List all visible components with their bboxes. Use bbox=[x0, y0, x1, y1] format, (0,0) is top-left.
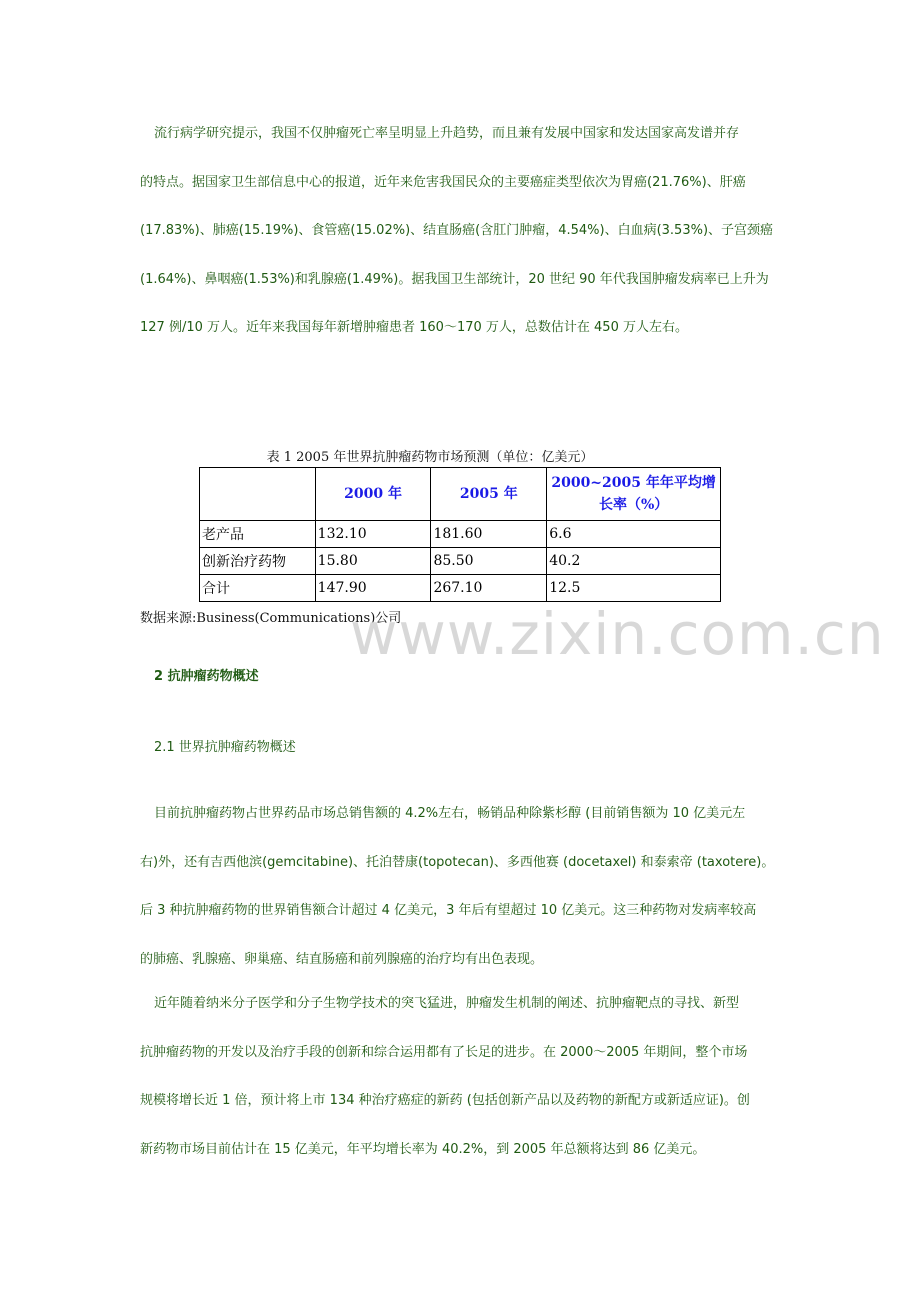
table-caption: 表 1 2005 年世界抗肿瘤药物市场预测（单位：亿美元） bbox=[266, 450, 594, 465]
para-line: 抗肿瘤药物的开发以及治疗手段的创新和综合运用都有了长足的进步。在 2000～2005 年期间，整个市场 bbox=[140, 1044, 748, 1060]
table-cell: 合计 bbox=[200, 575, 316, 602]
body-paragraph-2 bbox=[140, 980, 792, 1174]
intro-line: 流行病学研究提示，我国不仅肿瘤死亡率呈明显上升趋势，而且兼有发展中国家和发达国家高发谱并存 bbox=[154, 126, 740, 141]
table-cell: 181.60 bbox=[431, 521, 547, 548]
table-cell: 147.90 bbox=[315, 575, 431, 602]
table-cell: 267.10 bbox=[431, 575, 547, 602]
para-line: 目前抗肿瘤药物占世界药品市场总销售额的 4.2%左右，畅销品种除紫杉醇 (目前销售额为 10 亿美元左 bbox=[154, 806, 746, 821]
para-line: 后 3 种抗肿瘤药物的世界销售额合计超过 4 亿美元，3 年后有望超过 10 亿美元。这三种药物对发病率较高 bbox=[140, 903, 757, 918]
intro-line: 的特点。据国家卫生部信息中心的报道，近年来危害我国民众的主要癌症类型依次为胃癌(21.76%)、肝癌 bbox=[140, 174, 746, 190]
subsection-heading: 2.1 世界抗肿瘤药物概述 bbox=[154, 740, 296, 755]
header-cell bbox=[200, 468, 316, 521]
table-cell: 12.5 bbox=[547, 575, 721, 602]
market-forecast-table bbox=[199, 467, 721, 602]
header-cell: 2000 年 bbox=[315, 468, 431, 521]
table-cell: 40.2 bbox=[547, 548, 721, 575]
header-cell: 2005 年 bbox=[431, 468, 547, 521]
header-cell: 2000~2005 年年平均增长率（%） bbox=[547, 468, 721, 521]
table-cell: 老产品 bbox=[200, 521, 316, 548]
table-row bbox=[200, 521, 721, 548]
intro-paragraph bbox=[140, 110, 792, 353]
body-paragraph-1 bbox=[140, 790, 792, 984]
table-cell: 132.10 bbox=[315, 521, 431, 548]
table-cell: 6.6 bbox=[547, 521, 721, 548]
section-heading: 2 抗肿瘤药物概述 bbox=[154, 669, 259, 684]
table-row bbox=[200, 548, 721, 575]
watermark: www.zixin.com.cn bbox=[350, 600, 885, 668]
para-line: 右)外，还有吉西他滨(gemcitabine)、托泊替康(topotecan)、多西他赛 (docetaxel) 和泰索帝 (taxotere)。 bbox=[140, 854, 775, 870]
table-source-note: 数据来源:Business(Communications)公司 bbox=[140, 611, 402, 626]
intro-line: (17.83%)、肺癌(15.19%)、食管癌(15.02%)、结直肠癌(含肛门肿瘤，4.54%)、白血病(3.53%)、子宫颈癌 bbox=[140, 223, 774, 238]
para-line: 近年随着纳米分子医学和分子生物学技术的突飞猛进，肿瘤发生机制的阐述、抗肿瘤靶点的寻找、新型 bbox=[154, 996, 740, 1011]
para-line: 规模将增长近 1 倍，预计将上市 134 种治疗癌症的新药 (包括创新产品以及药物的新配方或新适应证)。创 bbox=[140, 1093, 750, 1108]
intro-line: (1.64%)、鼻咽癌(1.53%)和乳腺癌(1.49%)。据我国卫生部统计，20 世纪 90 年代我国肿瘤发病率已上升为 bbox=[140, 271, 769, 287]
table-row bbox=[200, 575, 721, 602]
table-cell: 15.80 bbox=[315, 548, 431, 575]
table-cell: 85.50 bbox=[431, 548, 547, 575]
table-header-row bbox=[200, 468, 721, 521]
para-line: 新药物市场目前估计在 15 亿美元，年平均增长率为 40.2%，到 2005 年总额将达到 86 亿美元。 bbox=[140, 1141, 706, 1157]
intro-line: 127 例/10 万人。近年来我国每年新增肿瘤患者 160～170 万人，总数估计在 450 万人左右。 bbox=[140, 320, 688, 335]
para-line: 的肺癌、乳腺癌、卵巢癌、结直肠癌和前列腺癌的治疗均有出色表现。 bbox=[140, 951, 544, 967]
table-cell: 创新治疗药物 bbox=[200, 548, 316, 575]
